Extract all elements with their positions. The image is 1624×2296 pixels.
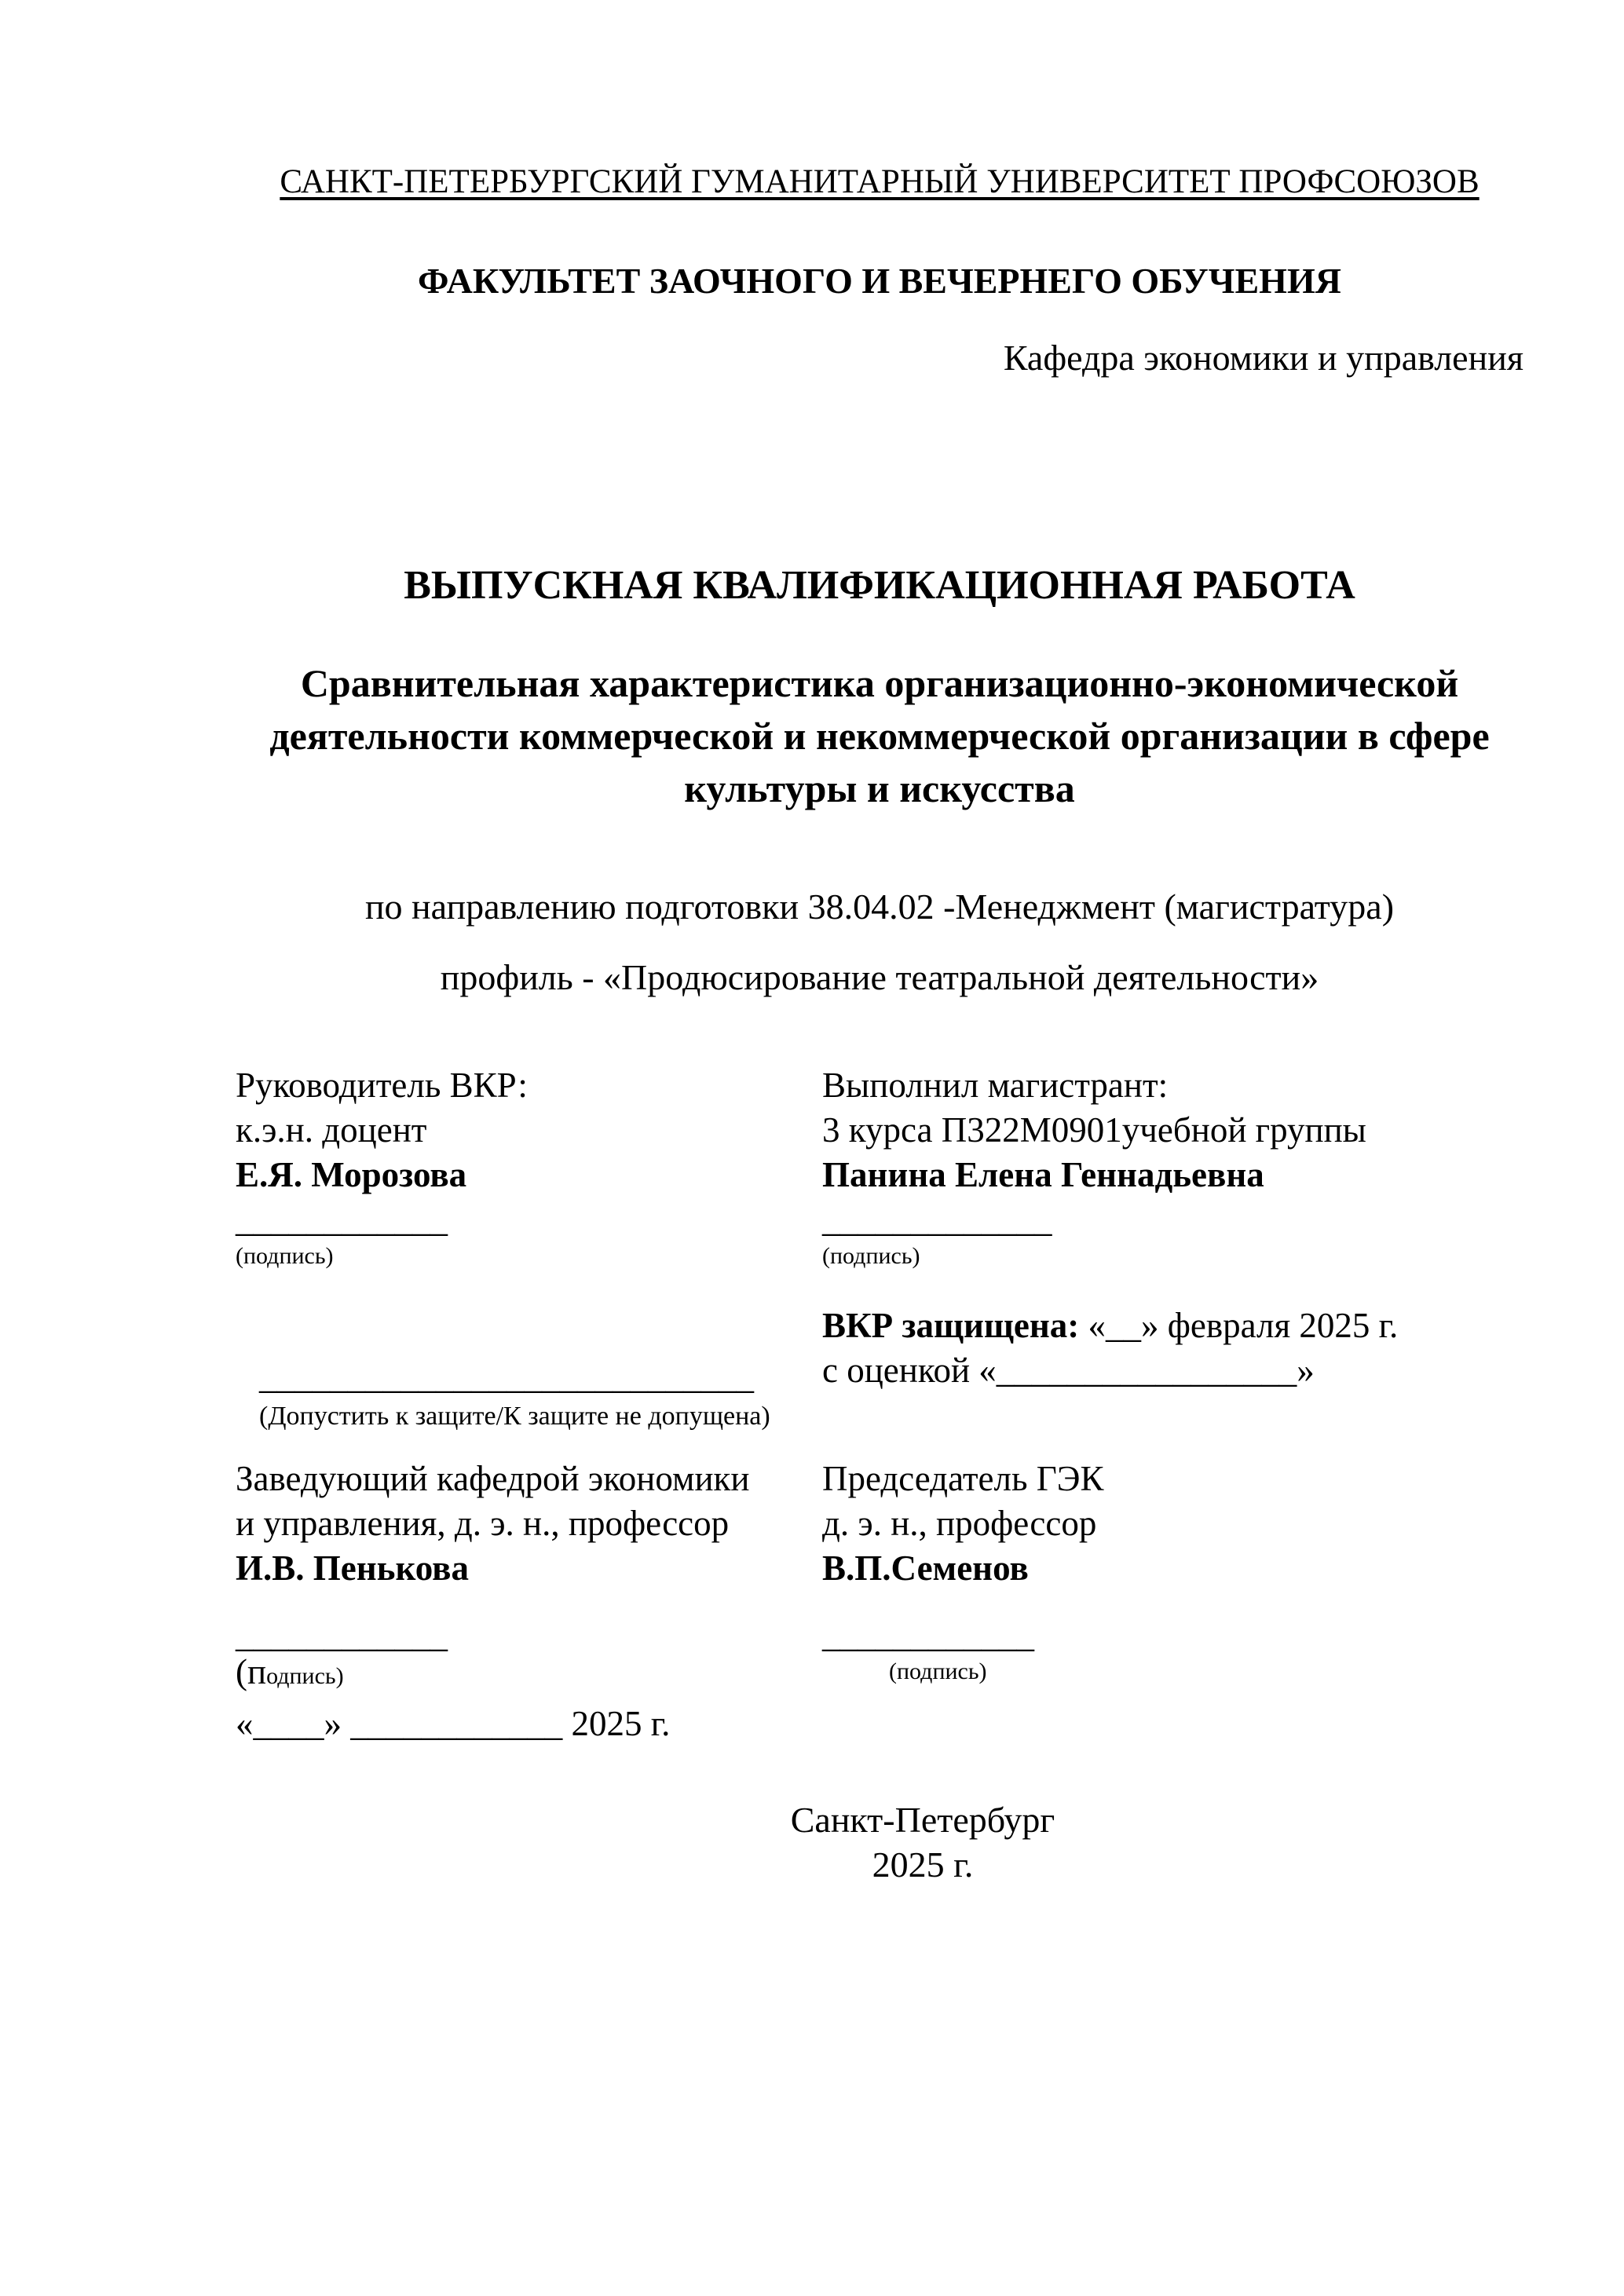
gec-signature-caption: (подпись) [889, 1658, 987, 1684]
head-name: И.В. Пенькова [236, 1548, 469, 1588]
supervisor-signature-caption: (подпись) [236, 1243, 334, 1269]
gec-signature-line: ____________ [822, 1615, 1034, 1654]
defense-label: ВКР защищена: [822, 1306, 1080, 1345]
defense-block [822, 1303, 1398, 1393]
defense-grade-line: с оценкой «_________________» [822, 1351, 1315, 1390]
thesis-title-line-2: деятельности коммерческой и некоммерческой организации в сфере [269, 714, 1490, 758]
department-name: Кафедра экономики и управления [1003, 338, 1523, 378]
supervisor-label: Руководитель ВКР: [236, 1066, 528, 1105]
head-title-line-2: и управления, д. э. н., профессор [236, 1504, 730, 1543]
admission-block [259, 1355, 770, 1434]
gec-title-line-1: Председатель ГЭК [822, 1459, 1104, 1498]
footer-year: 2025 г. [872, 1844, 974, 1885]
head-date-line: «____» ____________ 2025 г. [236, 1704, 671, 1743]
admission-signature-line: ____________________________ [259, 1357, 754, 1396]
student-group: 3 курса П322М0901учебной группы [822, 1110, 1366, 1150]
faculty-name: ФАКУЛЬТЕТ ЗАОЧНОГО И ВЕЧЕРНЕГО ОБУЧЕНИЯ [418, 261, 1341, 301]
head-title-line-1: Заведующий кафедрой экономики [236, 1459, 750, 1498]
university-name: САНКТ-ПЕТЕРБУРГСКИЙ ГУМАНИТАРНЫЙ УНИВЕРСИТЕТ ПРОФСОЮЗОВ [280, 163, 1480, 200]
thesis-title-line-1: Сравнительная характеристика организационно-экономической [300, 661, 1459, 705]
student-label: Выполнил магистрант: [822, 1066, 1169, 1105]
study-profile: профиль - «Продюсирование театральной деятельности» [440, 957, 1319, 997]
gec-title-line-2: д. э. н., профессор [822, 1504, 1097, 1543]
supervisor-block [236, 1063, 528, 1270]
head-of-department-block [236, 1457, 750, 1746]
defense-date-rest: «__» февраля 2025 г. [1079, 1306, 1399, 1345]
head-signature-caption: (подпись) [236, 1652, 344, 1691]
supervisor-signature-line: ____________ [236, 1200, 448, 1239]
admission-caption: (Допустить к защите/К защите не допущена) [259, 1402, 770, 1431]
head-signature-line: ____________ [236, 1615, 448, 1654]
study-direction: по направлению подготовки 38.04.02 -Менеджмент (магистратура) [364, 887, 1395, 927]
thesis-title-line-3: культуры и искусства [684, 766, 1075, 810]
gec-name: В.П.Семенов [822, 1548, 1029, 1588]
student-signature-caption: (подпись) [822, 1243, 920, 1269]
student-signature-line: _____________ [822, 1200, 1052, 1239]
defense-date-line [822, 1303, 1398, 1348]
footer-block [236, 1797, 1523, 1887]
thesis-title [236, 657, 1523, 815]
work-type-heading: ВЫПУСКНАЯ КВАЛИФИКАЦИОННАЯ РАБОТА [404, 563, 1355, 608]
gec-chair-block [822, 1457, 1103, 1686]
signature-section [236, 1063, 1523, 1743]
student-name: Панина Елена Геннадьевна [822, 1155, 1264, 1194]
footer-city: Санкт-Петербург [790, 1800, 1055, 1840]
supervisor-name: Е.Я. Морозова [236, 1155, 467, 1194]
student-block [822, 1063, 1366, 1270]
supervisor-degree: к.э.н. доцент [236, 1110, 427, 1150]
